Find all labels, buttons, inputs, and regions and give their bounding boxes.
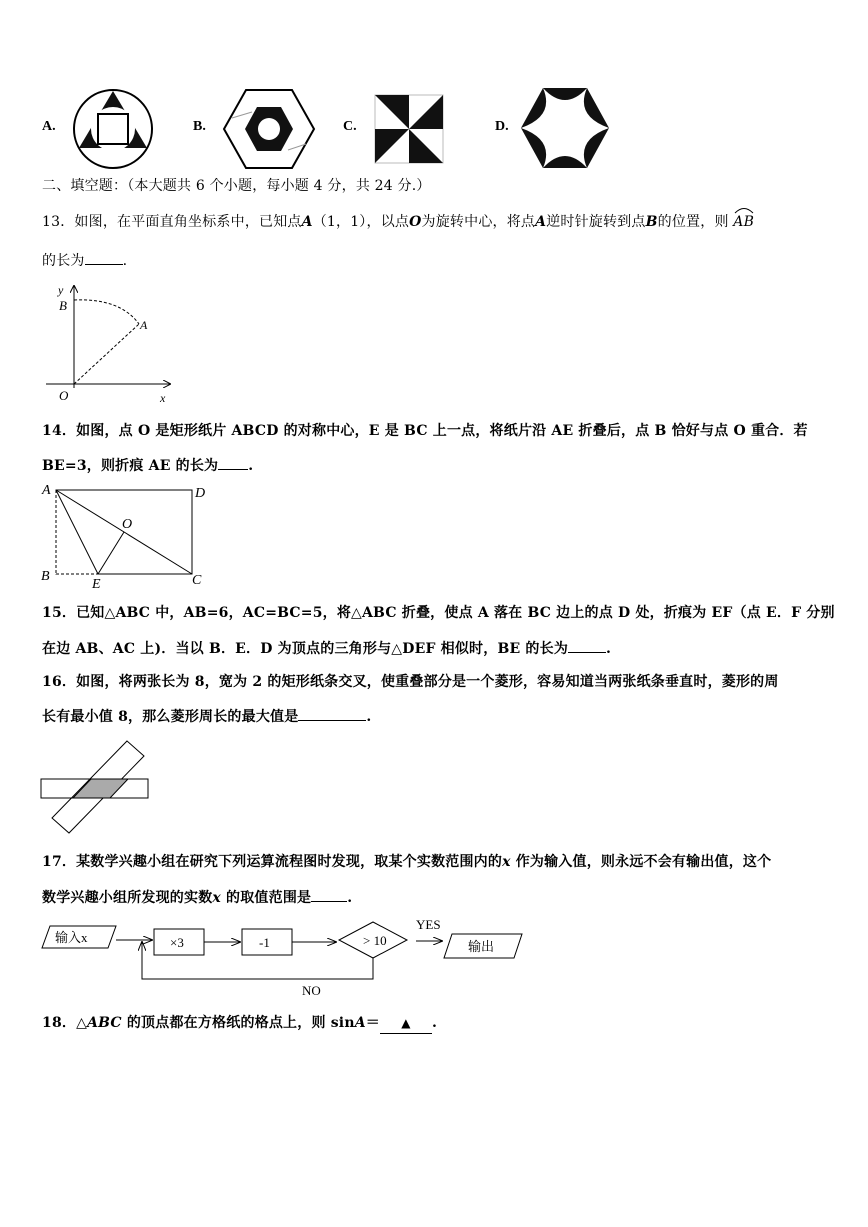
q14-o-label: O xyxy=(122,517,133,532)
flow-output: 输出 xyxy=(468,939,495,954)
q15-line1: 15．已知△ABC 中，AB=6，AC=BC=5，将△ABC 折叠，使点 A 落在 BC 边上的点 D 处，折痕为 EF（点 E．F 分别 xyxy=(42,605,835,621)
q13-line2: 的长为 . xyxy=(42,250,127,271)
q14-e-label: E xyxy=(92,577,101,592)
q17-line1: 17．某数学兴趣小组在研究下列运算流程图时发现，取某个实数范围内的x 作为输入值，则永远不会有输出值，这个 xyxy=(42,854,772,870)
option-d-label: D. xyxy=(495,119,509,134)
q14-d-label: D xyxy=(195,486,206,501)
q15-line2: 在边 AB、AC 上)．当以 B．E．D 为顶点的三角形与△DEF 相似时，BE 的长为 . xyxy=(42,638,611,659)
option-d-figure xyxy=(519,86,611,170)
q14-c-label: C xyxy=(192,573,202,588)
q14-line1: 14．如图，点 O 是矩形纸片 ABCD 的对称中心，E 是 BC 上一点，将纸片沿 AE 折叠后，点 B 恰好与点 O 重合．若 xyxy=(42,423,808,439)
q14-a-label: A xyxy=(42,483,51,498)
flow-no: NO xyxy=(302,983,321,998)
option-c-figure xyxy=(374,94,444,164)
flow-yes: YES xyxy=(416,917,441,932)
flow-input: 输入x xyxy=(55,930,88,945)
q18-line: 18．△ABC 的顶点都在方格纸的格点上，则 sinA＝ ▲ . xyxy=(42,1013,437,1034)
q18-answer-blank: ▲ xyxy=(380,1013,432,1034)
q13-o-label: O xyxy=(59,388,69,403)
q16-figure xyxy=(38,738,154,836)
q14-line2: BE=3，则折痕 AE 的长为 . xyxy=(42,455,253,476)
q13-figure xyxy=(42,280,174,406)
q13-y-label: y xyxy=(58,283,64,297)
option-b-figure xyxy=(222,88,316,170)
q16-line1: 16．如图，将两张长为 8，宽为 2 的矩形纸条交叉，使重叠部分是一个菱形，容易知道当两张纸条垂直时，菱形的周 xyxy=(42,674,779,690)
q16-line2: 长有最小值 8，那么菱形周长的最大值是 . xyxy=(42,706,372,727)
option-a-figure xyxy=(72,88,154,170)
q17-flowchart xyxy=(40,912,526,1004)
q13-x-label: x xyxy=(160,391,166,405)
q13-a-label: A xyxy=(140,318,148,332)
q14-b-label: B xyxy=(41,569,50,584)
q13-b-label: B xyxy=(59,298,67,313)
q17-line2: 数学兴趣小组所发现的实数x 的取值范围是 . xyxy=(42,887,352,908)
q14-figure xyxy=(38,480,210,592)
flow-minus1: -1 xyxy=(259,935,270,950)
option-c-label: C. xyxy=(343,119,357,134)
option-b-label: B. xyxy=(193,119,206,134)
option-a-label: A. xyxy=(42,119,56,134)
section-heading: 二、填空题：（本大题共 6 个小题，每小题 4 分，共 24 分.） xyxy=(42,178,431,194)
flow-times3: ×3 xyxy=(170,935,184,950)
q13-line1: 13．如图，在平面直角坐标系中，已知点A（1，1），以点O为旋转中心，将点A逆时针旋转到点B的位置，则 AB xyxy=(42,212,754,232)
arc-ab: AB xyxy=(733,212,754,232)
flow-compare: > 10 xyxy=(363,933,387,948)
